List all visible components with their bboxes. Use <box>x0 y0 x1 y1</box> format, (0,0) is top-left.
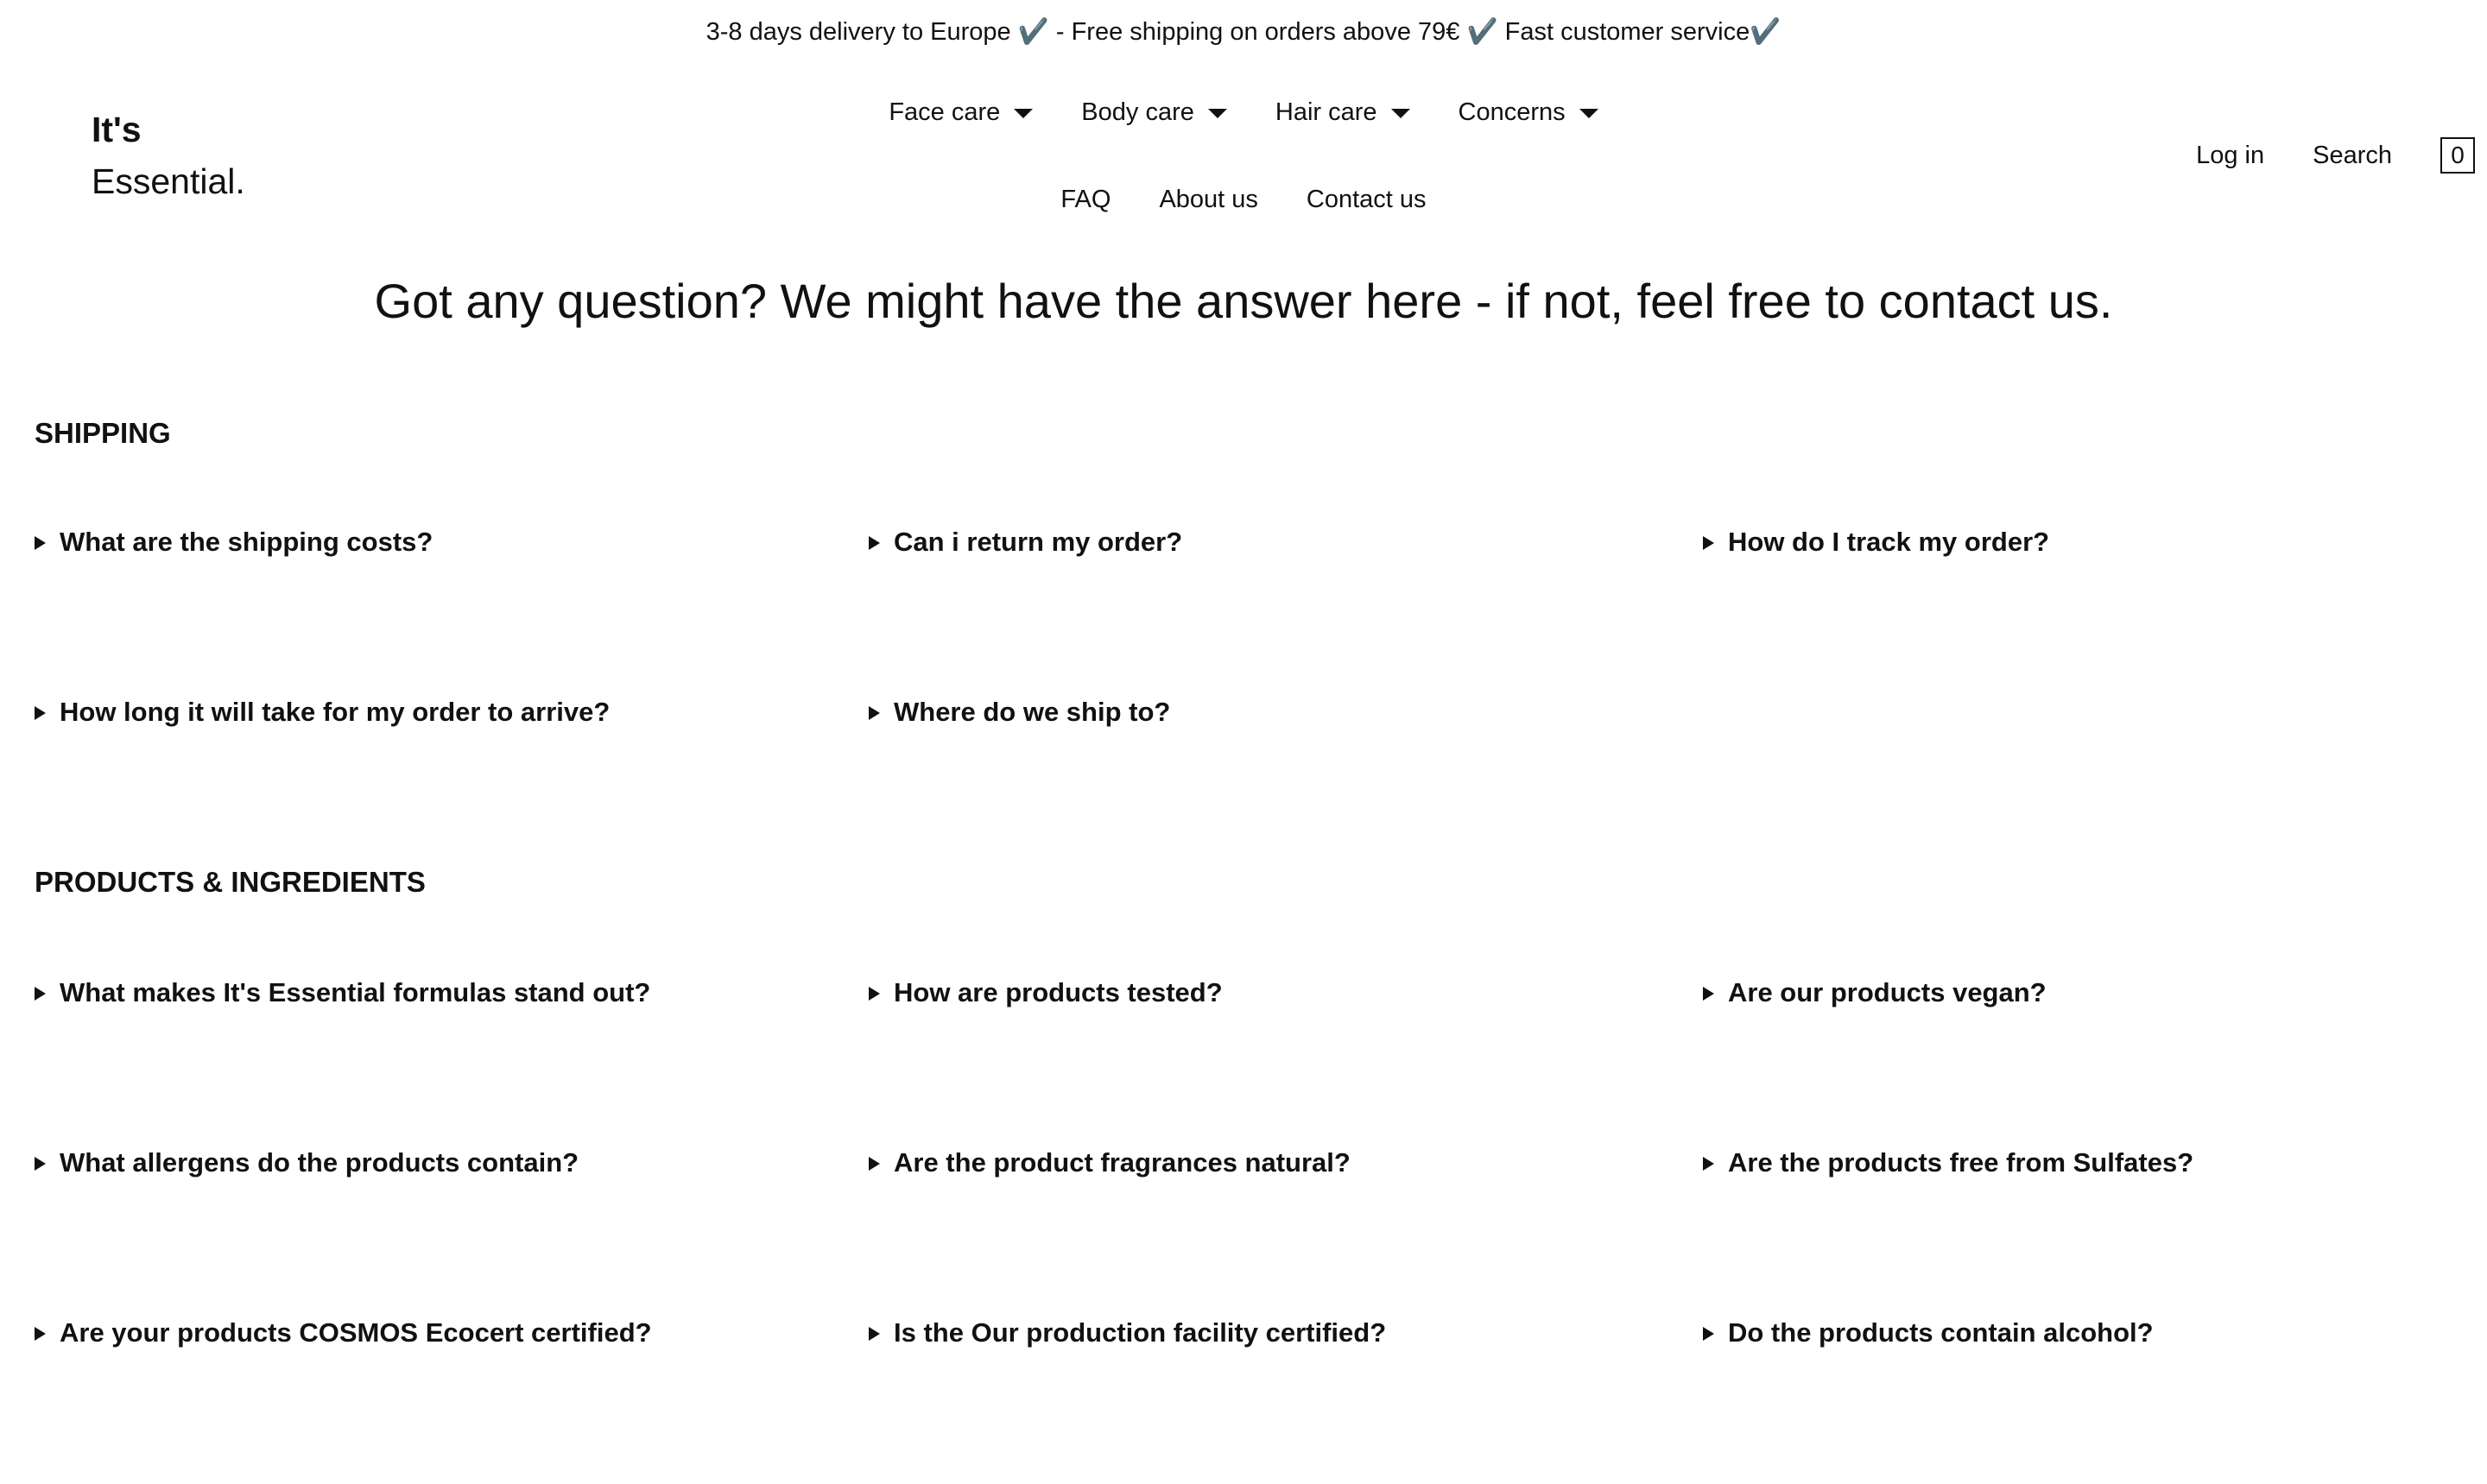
nav-item-label: Face care <box>889 98 1001 126</box>
disclosure-triangle-icon <box>35 706 46 720</box>
disclosure-triangle-icon <box>869 1157 880 1171</box>
faq-question[interactable] <box>35 693 869 731</box>
section-heading: SHIPPING <box>35 417 171 449</box>
announcement-bar <box>0 0 2487 64</box>
caret-down-icon <box>1391 109 1410 118</box>
faq-question[interactable] <box>869 974 1703 1012</box>
disclosure-triangle-icon <box>1703 1157 1714 1171</box>
disclosure-triangle-icon <box>35 1157 46 1171</box>
faq-question-text: How do I track my order? <box>1728 527 2050 557</box>
faq-question-text: How long it will take for my order to arrive? <box>60 697 611 727</box>
faq-question-text: Where do we ship to? <box>894 697 1171 727</box>
nav-item-concerns[interactable] <box>1459 98 1598 127</box>
nav-link-about-us[interactable]: About us <box>1159 185 1258 213</box>
disclosure-triangle-icon <box>1703 987 1714 1001</box>
disclosure-triangle-icon <box>35 987 46 1001</box>
login-link[interactable]: Log in <box>2196 141 2265 169</box>
faq-question[interactable] <box>1703 974 2452 1012</box>
disclosure-triangle-icon <box>35 1327 46 1341</box>
faq-question[interactable] <box>869 523 1703 561</box>
faq-question[interactable] <box>1703 523 2452 561</box>
disclosure-triangle-icon <box>869 706 880 720</box>
logo-line-1: It's <box>92 110 142 149</box>
announcement-text: 3-8 days delivery to Europe ✔️ - Free shipping on orders above 79€ ✔️ Fast customer service✔️ <box>706 18 1781 46</box>
faq-section-products-ingredients <box>35 863 2452 1484</box>
faq-grid <box>35 523 2452 863</box>
faq-question-text: Are the product fragrances natural? <box>894 1147 1351 1178</box>
search-link[interactable]: Search <box>2313 141 2392 169</box>
logo-line-2: Essential. <box>92 161 245 201</box>
faq-question[interactable] <box>869 693 1703 731</box>
secondary-nav <box>0 180 2487 218</box>
faq-question[interactable] <box>1703 1314 2452 1352</box>
nav-item-label: Hair care <box>1275 98 1377 126</box>
faq-question[interactable] <box>35 974 869 1012</box>
primary-nav <box>0 93 2487 131</box>
nav-item-face-care[interactable] <box>889 98 1033 127</box>
caret-down-icon <box>1208 109 1227 118</box>
faq-question[interactable] <box>869 1314 1703 1352</box>
nav-item-label: Concerns <box>1458 98 1566 126</box>
disclosure-triangle-icon <box>869 1327 880 1341</box>
faq-question-text: Can i return my order? <box>894 527 1183 557</box>
nav-item-body-care[interactable] <box>1081 98 1227 127</box>
faq-question-text: Do the products contain alcohol? <box>1728 1317 2154 1348</box>
faq-question-text: What makes It's Essential formulas stand out? <box>60 977 651 1007</box>
faq-section-shipping <box>35 414 2452 863</box>
faq-question-text: How are products tested? <box>894 977 1223 1007</box>
disclosure-triangle-icon <box>1703 536 1714 550</box>
nav-link-contact-us[interactable]: Contact us <box>1306 185 1427 213</box>
cart-button[interactable]: 0 <box>2440 137 2475 174</box>
disclosure-triangle-icon <box>869 536 880 550</box>
disclosure-triangle-icon <box>35 536 46 550</box>
header-utilities <box>2148 136 2475 174</box>
faq-question[interactable] <box>35 1314 869 1352</box>
disclosure-triangle-icon <box>1703 1327 1714 1341</box>
caret-down-icon <box>1014 109 1033 118</box>
faq-grid <box>35 974 2452 1484</box>
disclosure-triangle-icon <box>869 987 880 1001</box>
faq-question-text: What allergens do the products contain? <box>60 1147 579 1178</box>
nav-link-faq[interactable]: FAQ <box>1060 185 1111 213</box>
nav-item-label: Body care <box>1081 98 1194 126</box>
faq-question[interactable] <box>35 1144 869 1182</box>
faq-question-text: What are the shipping costs? <box>60 527 433 557</box>
faq-question[interactable] <box>1703 1144 2452 1182</box>
nav-item-hair-care[interactable] <box>1275 98 1410 127</box>
faq-question-text: Are your products COSMOS Ecocert certified? <box>60 1317 652 1348</box>
caret-down-icon <box>1579 109 1598 118</box>
page-title: Got any question? We might have the answer here - if not, feel free to contact us. <box>374 274 2113 328</box>
faq-question-text: Are our products vegan? <box>1728 977 2047 1007</box>
faq-question-text: Are the products free from Sulfates? <box>1728 1147 2194 1178</box>
faq-question[interactable] <box>35 523 869 561</box>
section-heading: PRODUCTS & INGREDIENTS <box>35 866 426 898</box>
faq-question-text: Is the Our production facility certified? <box>894 1317 1387 1348</box>
faq-question[interactable] <box>869 1144 1703 1182</box>
